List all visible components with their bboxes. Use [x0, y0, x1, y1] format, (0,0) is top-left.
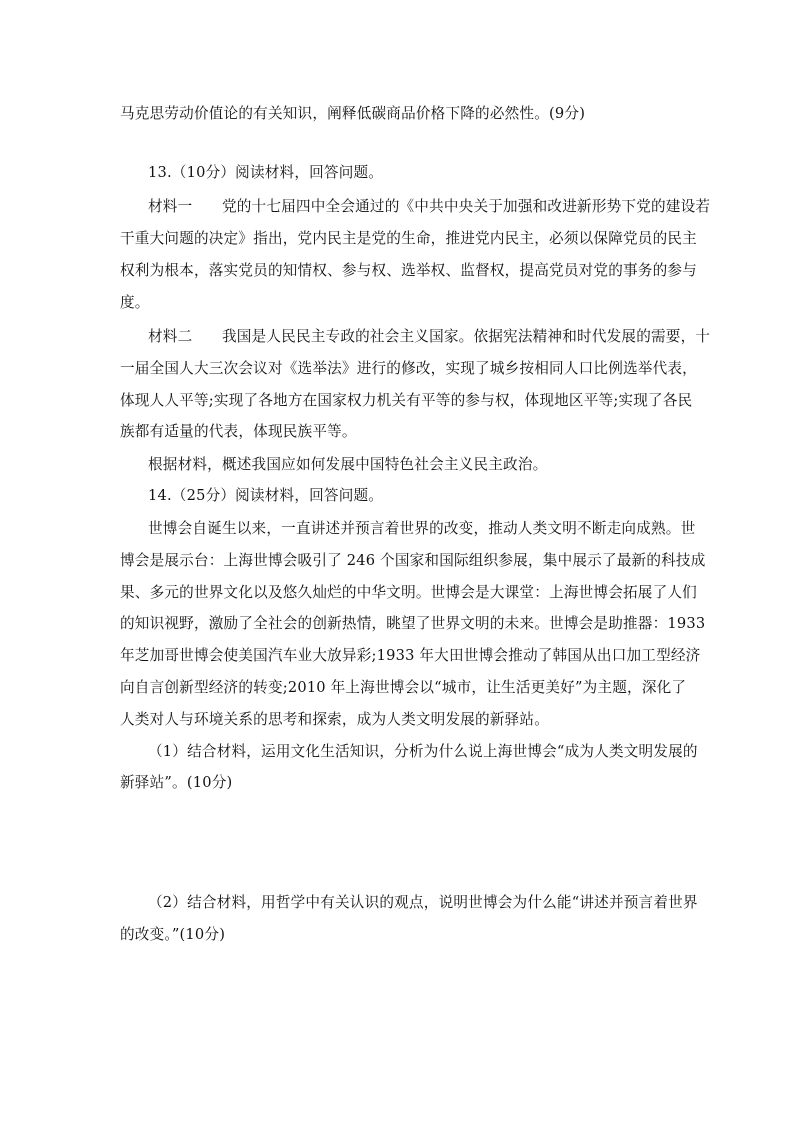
expo-paragraph-line-1: 世博会自诞生以来，一直讲述并预言着世界的改变，推动人类文明不断走向成熟。世	[148, 520, 696, 537]
material-one-line-3: 权利为根本，落实党员的知情权、参与权、选举权、监督权，提高党员对党的事务的参与	[120, 262, 697, 279]
material-two-line-1: 材料二 我国是人民民主专政的社会主义国家。依据宪法精神和时代发展的需要，十	[148, 328, 711, 345]
expo-paragraph-line-7: 人类对人与环境关系的思考和探索，成为人类文明发展的新驿站。	[120, 711, 550, 728]
material-one-line-1: 材料一 党的十七届四中全会通过的《中共中央关于加强和改进新形势下党的建设若	[148, 198, 711, 215]
material-two-line-3: 体现人人平等;实现了各地方在国家权力机关有平等的参与权，体现地区平等;实现了各民	[120, 392, 693, 409]
material-two-line-2: 一届全国人大三次会议对《选举法》进行的修改，实现了城乡按相同人口比例选举代表，	[120, 360, 697, 377]
q14-part1-line-2: 新驿站”。(10分)	[120, 774, 233, 791]
q14-part2-line-1: （2）结合材料，用哲学中有关认识的观点，说明世博会为什么能“讲述并预言着世界	[148, 894, 698, 911]
expo-paragraph-line-2: 博会是展示台：上海世博会吸引了 246 个国家和国际组织参展，集中展示了最新的科技成	[120, 552, 706, 569]
material-one-line-4: 度。	[120, 294, 150, 311]
material-two-line-4: 族都有适量的代表，体现民族平等。	[120, 423, 357, 440]
expo-paragraph-line-3: 果、多元的世界文化以及悠久灿烂的中华文明。世博会是大课堂：上海世博会拓展了人们	[120, 584, 697, 601]
q12-text-tail: 马克思劳动价值论的有关知识，阐释低碳商品价格下降的必然性。(9分)	[120, 105, 586, 122]
material-one-line-2: 干重大问题的决定》指出，党内民主是党的生命，推进党内民主，必须以保障党员的民主	[120, 230, 697, 247]
q14-part2-line-2: 的改变。”(10分)	[120, 926, 226, 943]
expo-paragraph-line-6: 向自言创新型经济的转变;2010 年上海世博会以“城市，让生活更美好”为主题，深化了	[120, 679, 687, 696]
q13-question: 根据材料，概述我国应如何发展中国特色社会主义民主政治。	[148, 456, 548, 473]
q14-heading: 14.（25分）阅读材料，回答问题。	[148, 487, 384, 504]
expo-paragraph-line-4: 的知识视野，激励了全社会的创新热情，眺望了世界文明的未来。世博会是助推器：1933	[120, 615, 706, 632]
q13-heading: 13.（10分）阅读材料，回答问题。	[148, 164, 384, 181]
q14-part1-line-1: （1）结合材料，运用文化生活知识，分析为什么说上海世博会“成为人类文明发展的	[148, 743, 698, 760]
expo-paragraph-line-5: 年芝加哥世博会使美国汽车业大放异彩;1933 年大田世博会推动了韩国从出口加工型经济	[120, 647, 701, 664]
